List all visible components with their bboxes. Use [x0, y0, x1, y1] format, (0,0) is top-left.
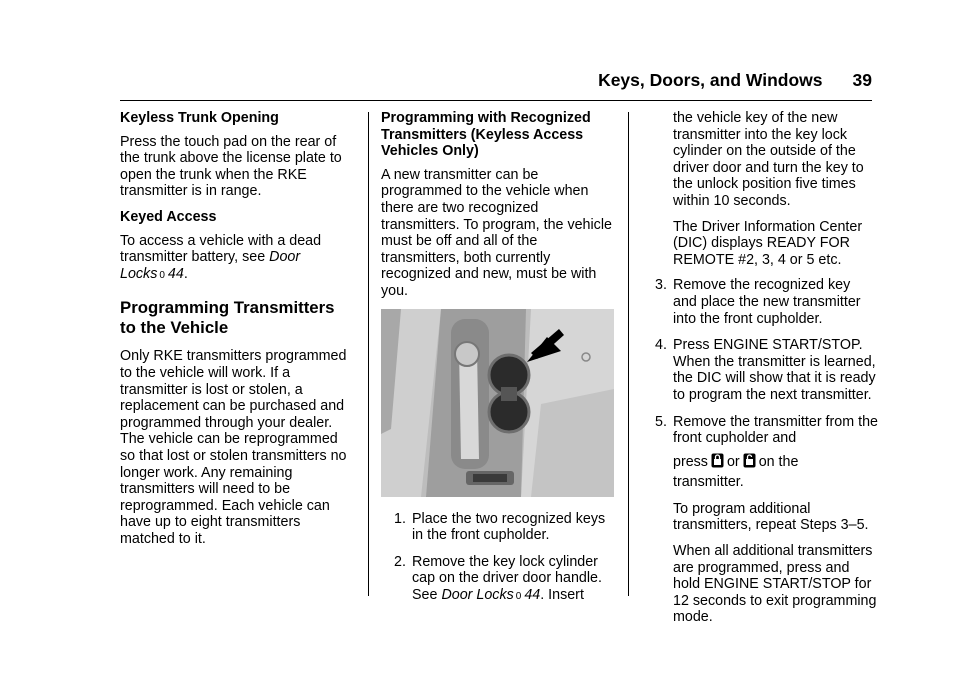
step-1: 1. Place the two recognized keys in the front cupholder. — [394, 510, 606, 544]
section-title: Keys, Doors, and Windows — [598, 70, 823, 90]
step-2: 2. Remove the key lock cylinder cap on the driver door handle. See Door Locks 0 44. Insert — [394, 553, 602, 603]
steps-list-b — [642, 277, 878, 491]
cupholder-photo — [381, 309, 614, 497]
paragraph-final: When all additional transmitters are programmed, press and hold ENGINE START/STOP for 12 seconds to exit programming mode. — [673, 543, 877, 626]
page-header — [598, 70, 872, 91]
heading-recognized-transmitters: Programming with Recognized Transmitters (Keyless Access Vehicles Only) — [381, 110, 591, 160]
paragraph-recognized-intro: A new transmitter can be programmed to the vehicle when there are two recognized transmitters. To program, the vehicle must be off and all of the transmitters, both currently recognized and new, must be with you. — [381, 166, 612, 299]
heading-keyed-access: Keyed Access — [120, 208, 217, 225]
step-4: 4. Press ENGINE START/STOP. When the transmitter is learned, the DIC will show that it is ready to program the next transmitter. — [655, 337, 876, 403]
key-fob-unlock-icon — [743, 453, 756, 468]
column-3 — [642, 110, 878, 635]
paragraph-additional: To program additional transmitters, repeat Steps 3–5. — [673, 500, 869, 534]
column-divider-1 — [368, 112, 369, 596]
column-1 — [120, 110, 352, 556]
step-3: 3. Remove the recognized key and place the new transmitter into the front cupholder. — [655, 277, 861, 327]
door-locks-link[interactable]: Door Locks — [120, 249, 301, 282]
steps-list-a — [381, 511, 616, 606]
page-ref-arrow-icon: 0 — [515, 590, 522, 602]
header-rule — [120, 100, 872, 101]
paragraph-keyless-trunk: Press the touch pad on the rear of the trunk above the license plate to open the trunk when the RKE transmitter is in range. — [120, 133, 342, 200]
dic-message: The Driver Information Center (DIC) displays READY FOR REMOTE #2, 3, 4 or 5 etc. — [673, 218, 863, 268]
column-divider-2 — [628, 112, 629, 596]
heading-programming-transmitters: Programming Transmitters to the Vehicle — [120, 298, 335, 338]
page-ref-number[interactable]: 44 — [167, 265, 184, 282]
paragraph-keyed-access: To access a vehicle with a dead transmitter battery, see Door Locks 0 44. — [120, 232, 322, 282]
paragraph-programming: Only RKE transmitters programmed to the vehicle will work. If a transmitter is lost or stolen, a replacement can be purchased and programmed through your dealer. The vehicle can be reprogrammed so that lost or stolen transmitters no longer work. Any remaining transmitters will need to be reprogrammed. Each vehicle can have up to eight transmitters matched to it. — [120, 348, 347, 547]
page-ref-number[interactable]: 44 — [524, 586, 541, 603]
page-ref-arrow-icon: 0 — [159, 269, 165, 281]
door-locks-link[interactable]: Door Locks — [441, 586, 514, 603]
heading-keyless-trunk: Keyless Trunk Opening — [120, 110, 279, 126]
key-fob-lock-icon — [711, 453, 724, 468]
column-2 — [381, 110, 616, 616]
step-5: 5. Remove the transmitter from the front cupholder and press or on the transmitter. — [655, 413, 878, 491]
step-2-continued: the vehicle key of the new transmitter into the key lock cylinder on the outside of the driver door and turn the key to the unlock position five times within 10 seconds. — [673, 110, 864, 209]
page-number: 39 — [852, 70, 872, 90]
